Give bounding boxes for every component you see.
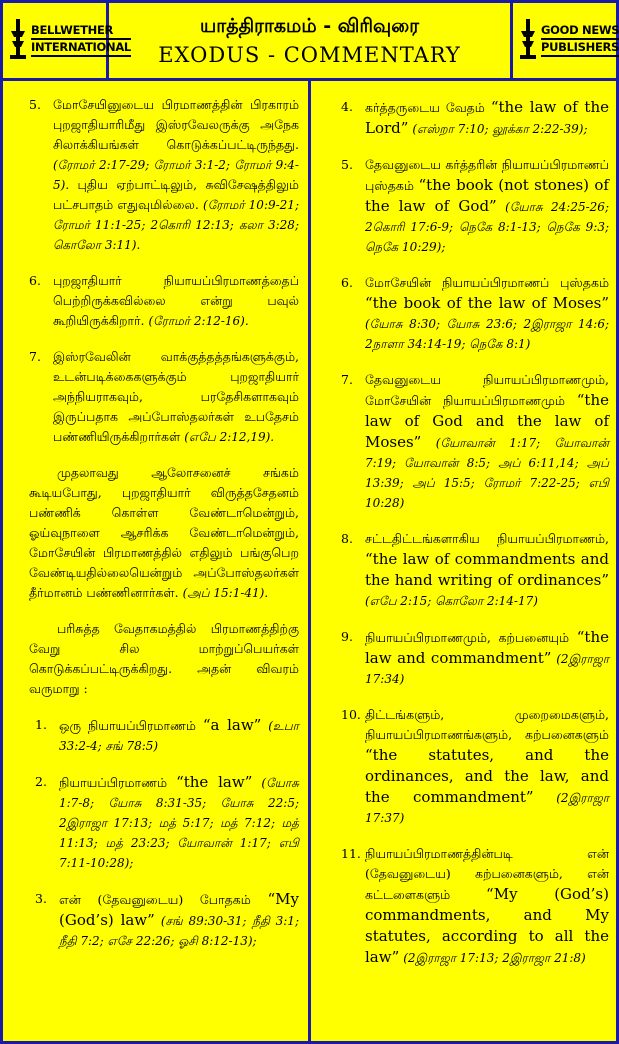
item-number: 2.: [35, 774, 47, 789]
logo-line1: BELLWETHER: [31, 23, 131, 40]
item-english: “the book of the law of Moses”: [365, 294, 609, 312]
item-reference: (யோவான் 1:17; யோவான் 7:19; யோவான் 8:5; அப் 6:11,14; அப் 13:39; அப் 15:5; ரோமர் 7:22-25; எபி 10:28): [365, 436, 609, 510]
item-number: 5.: [341, 157, 353, 172]
item-reference: (2இராஜா 17:34): [365, 652, 609, 686]
item-reference: (யோசு 1:7-8; யோசு 8:31-35; யோசு 22:5; 2இராஜா 17:13; மத் 5:17; மத் 7:12; மத் 11:13; மத் 23:23; யோவான் 1:17; எபி 7:11-10:28);: [59, 776, 299, 870]
item-reference: (யோசு 24:25-26; 2கொரி 17:6-9; நெகே 8:1-13; நெகே 9:3; நெகே 10:29);: [365, 200, 609, 254]
left-column: [3, 81, 311, 1041]
item-reference: (2இராஜா 17:13; 2இராஜா 21:8): [403, 951, 586, 965]
right-column: [311, 81, 616, 1041]
list-item: [341, 627, 609, 689]
item-reference: (உபா 33:2-4; சங் 78:5): [59, 719, 299, 753]
list-item: [341, 97, 609, 139]
page-title-english: EXODUS - COMMENTARY: [158, 43, 461, 67]
list-item: [29, 889, 299, 951]
list-item: [341, 370, 609, 513]
item-number: 6.: [29, 273, 41, 288]
item-reference: (சங் 89:30-31; நீதி 3:1; நீதி 7:2; எசே 22:26; ஓசி 8:12-13);: [59, 914, 299, 948]
item-reference: (ரோமர் 10:9-21; ரோமர் 11:1-25; 2கொரி 12:13; கலா 3:28; கொலோ 3:11).: [53, 198, 299, 252]
left-column-content: [29, 95, 299, 967]
item-number: 11.: [341, 846, 361, 861]
list-item: [341, 705, 609, 828]
left-logo-box: [3, 3, 131, 78]
item-reference: (2இராஜா 17:37): [365, 791, 609, 825]
list-item: [341, 273, 609, 354]
item-text: புறஜாதியார் நியாயப்பிரமாணத்தைப் பெற்றிருக்கவில்லை என்று பவுல் கூறியிருக்கிறார்.: [53, 273, 299, 328]
paragraph-reference: (அப் 15:1-41).: [182, 586, 269, 600]
item-text: நியாயப்பிரமாணத்தின்படி என் (தேவனுடைய) கற்பனைகளும், என் கட்டளைகளும்: [365, 846, 609, 902]
logo-line1: GOOD NEWS: [541, 23, 619, 40]
paragraph: [29, 463, 299, 603]
item-reference: (ரோமர் 2:17-29; ரோமர் 3:1-2; ரோமர் 9:4-5).: [53, 158, 299, 192]
paragraph-text: பரிசுத்த வேதாகமத்தில் பிரமாணத்திற்கு வேறு சில மாற்றுப்பெயர்கள் கொடுக்கப்பட்டிருக்கிறது. அதன் விவரம் வருமாறு :: [29, 621, 299, 696]
item-number: 3.: [35, 891, 47, 906]
item-english: “My (God’s) commandments, and My statutes, according to all the law”: [365, 885, 609, 966]
right-logo-box: [513, 3, 619, 78]
item-number: 5.: [29, 97, 41, 112]
list-item: [29, 772, 299, 873]
item-text: ஒரு நியாயப்பிரமாணம்: [59, 718, 196, 733]
item-number: 9.: [341, 629, 353, 644]
good-news-logo-icon: [519, 17, 619, 63]
item-text: தேவனுடைய நியாயப்பிரமாணமும், மோசேயின் நியாயப்பிரமாணமும்: [365, 372, 609, 408]
list-item: [341, 844, 609, 968]
item-reference: (ரோமர் 2:12-16).: [148, 314, 249, 328]
item-number: 10.: [341, 707, 361, 722]
item-english: “the law of commandments and the hand writing of ordinances”: [365, 550, 609, 589]
item-text: நியாயப்பிரமாணம்: [59, 775, 168, 790]
item-number: 7.: [341, 372, 353, 387]
good-news-logo-text: [541, 23, 619, 57]
item-number: 6.: [341, 275, 353, 290]
item-number: 4.: [341, 99, 353, 114]
list-item: [29, 271, 299, 331]
item-number: 7.: [29, 349, 41, 364]
item-number: 1.: [35, 717, 47, 732]
item-text: தேவனுடைய கர்த்தரின் நியாயப்பிரமாணப் புஸ்தகம்: [365, 157, 609, 193]
list-item: [29, 95, 299, 255]
list-item: [29, 715, 299, 756]
item-text: நியாயப்பிரமாணமும், கற்பனையும்: [365, 630, 570, 645]
item-english: “a law”: [202, 716, 262, 734]
list-item: [341, 155, 609, 257]
logo-line2: INTERNATIONAL: [31, 40, 131, 57]
paragraph: [29, 619, 299, 699]
item-text: திட்டங்களும், முறைமைகளும், நியாயப்பிரமாணங்களும், கற்பனைகளும்: [365, 707, 609, 742]
item-english: “the law of the Lord”: [365, 98, 609, 137]
item-reference: (எபே 2:12,19).: [184, 430, 275, 444]
item-english: “the law of God and the law of Moses”: [365, 391, 609, 451]
item-english: “the statutes, and the ordinances, and the law, and the commandment”: [365, 746, 609, 806]
bellwether-mark-icon: [9, 17, 27, 61]
item-text: சட்டதிட்டங்களாகிய நியாயப்பிரமாணம்,: [365, 531, 609, 546]
item-text: மோசேயினுடைய பிரமாணத்தின் பிரகாரம் புறஜாதியாரிமீது இஸ்ரவேலருக்கு அநேக சிலாக்கியங்கள் கொடுக்கப்பட்டிருந்தது.: [53, 97, 299, 152]
item-text: இஸ்ரவேலின் வாக்குத்தத்தங்களுக்கும், உடன்படிக்கைகளுக்கும் புறஜாதியார் அந்நியராகவும், பரதேசிகளாகவும் இருப்பதாக அப்போஸ்தலர்கள் உபதேசம் பண்ணியிருக்கிறார்கள்: [53, 349, 299, 444]
title-box: [109, 3, 513, 78]
item-reference: (யோசு 8:30; யோசு 23:6; 2இராஜா 14:6; 2நாளா 34:14-19; நெகே 8:1): [365, 317, 609, 351]
item-english: “the law”: [176, 773, 253, 791]
right-column-content: [341, 97, 609, 984]
item-text: கர்த்தருடைய வேதம்: [365, 100, 485, 115]
list-item: [341, 529, 609, 611]
logo-line2: PUBLISHERS: [541, 40, 619, 57]
item-reference: (எஸ்றா 7:10; லூக்கா 2:22-39);: [412, 122, 588, 136]
header: [3, 3, 619, 81]
item-text: என் (தேவனுடைய) போதகம்: [59, 892, 251, 907]
list-item: [29, 347, 299, 447]
good-news-mark-icon: [519, 17, 537, 61]
item-reference: (எபே 2:15; கொலோ 2:14-17): [365, 594, 538, 608]
paragraph-text: முதலாவது ஆலோசனைச் சங்கம் கூடியபோது, புறஜாதியார் விருத்தசேதனம் பண்ணிக் கொள்ள வேண்டாமென்றும், ஓய்வுநாளை ஆசரிக்க வேண்டாமென்றும், மோசேயின் பிரமாணத்தில் எதிலும் பங்குபெற வேண்டியதில்லையென்றும் அப்போஸ்தலர்கள் தீர்மானம் பண்ணினார்கள்.: [29, 465, 299, 600]
item-english: “My (God’s) law”: [59, 890, 299, 929]
page-title-tamil: யாத்திராகமம் - விரிவுரை: [199, 15, 420, 37]
item-number: 8.: [341, 531, 353, 546]
item-text: மோசேயின் நியாயப்பிரமாணப் புஸ்தகம்: [365, 275, 609, 290]
bellwether-logo-icon: [9, 17, 131, 63]
item-text: புதிய ஏற்பாட்டிலும், சுவிசேஷத்திலும் பட்சபாதம் எதுவுமில்லை.: [53, 177, 299, 212]
item-english: “the book (not stones) of the law of God”: [365, 176, 609, 215]
item-english: “the law and commandment”: [365, 628, 609, 667]
